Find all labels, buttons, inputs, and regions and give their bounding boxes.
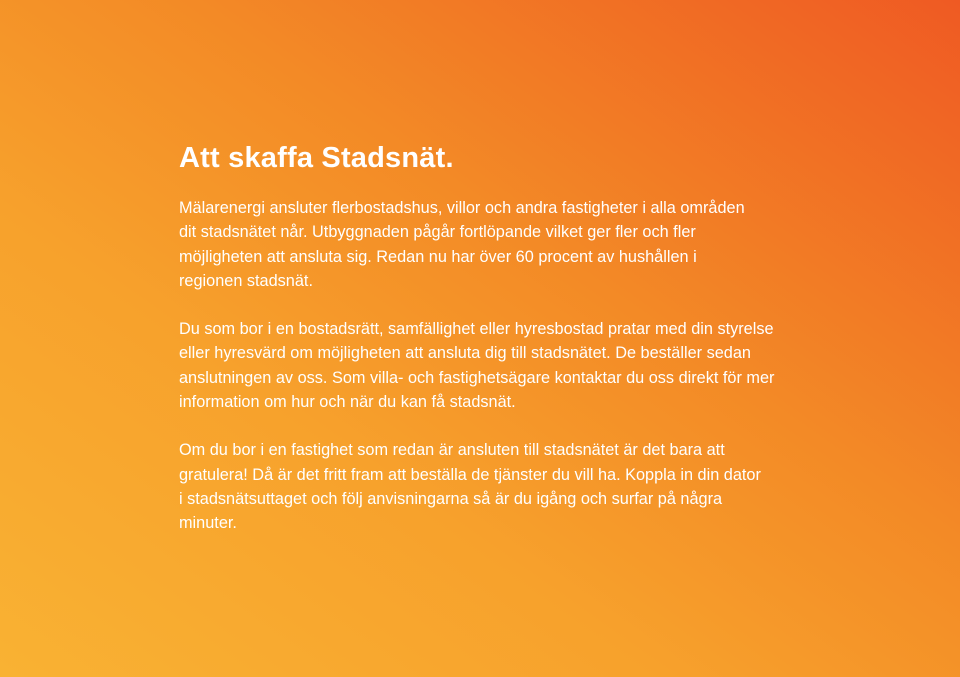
paragraph-already-connected: Om du bor i en fastighet som redan är ansluten till stadsnätet är det bara att gratulera! Då är det fritt fram att beställa de tjänster du vill ha. Koppla in din dator i stadsnätsuttaget och följ anvisningarna så är du igång och surfar på några minuter. [179,441,761,533]
paragraph-apartment-owners: Du som bor i en bostadsrätt, samfällighet eller hyresbostad pratar med din styrelse eller hyresvärd om möjligheten att ansluta dig till stadsnätet. De beställer sedan anslutningen av oss. Som villa- och fastighetsägare kontaktar du oss direkt för mer information om hur och när du kan få stadsnät. [179,320,775,412]
paragraph-intro: Mälarenergi ansluter flerbostadshus, villor och andra fastigheter i alla områden dit stadsnätet når. Utbyggnaden pågår fortlöpande vilket ger fler och fler möjligheten att ansluta sig. Redan nu har över 60 procent av hushållen i regionen stadsnät. [179,199,745,290]
page-title: Att skaffa Stadsnät. [179,142,454,174]
document-body [179,138,799,560]
